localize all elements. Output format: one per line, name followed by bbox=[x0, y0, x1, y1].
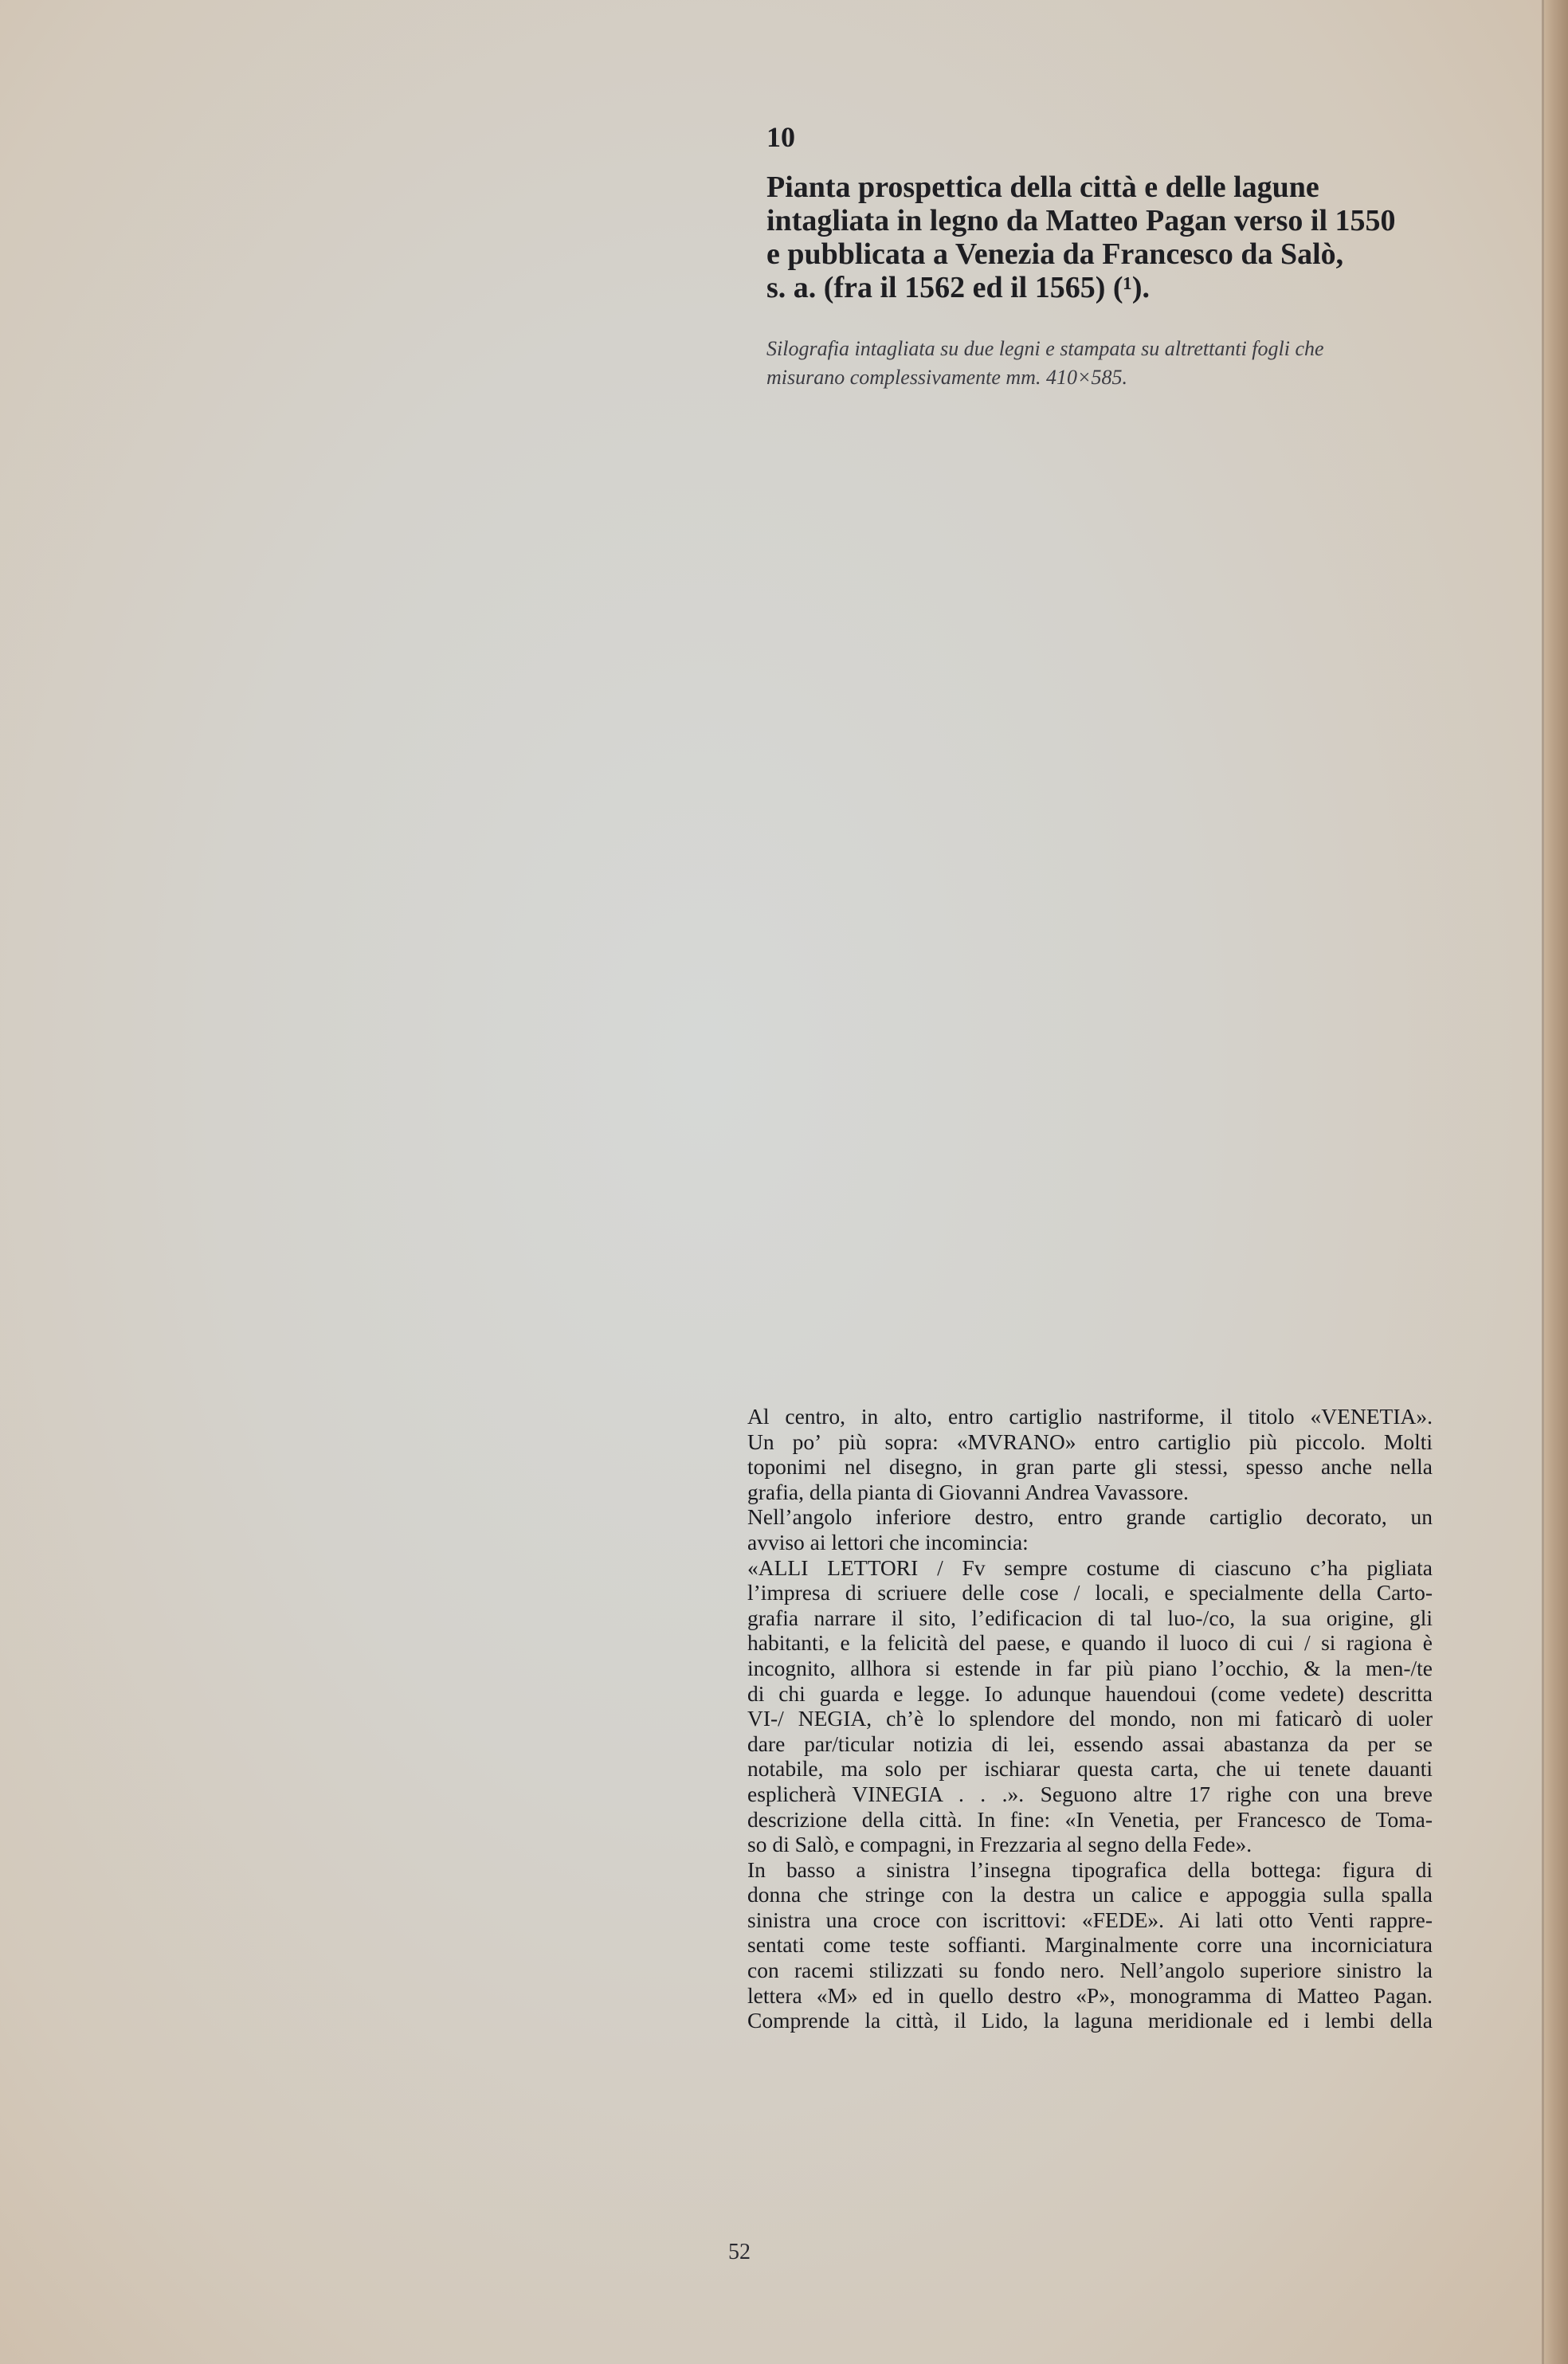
description-line: descrizione della città. In fine: «In Venetia, per Francesco de Toma- bbox=[747, 1806, 1433, 1832]
plate-number: 10 bbox=[766, 121, 795, 153]
description-line: notabile, ma solo per ischiarar questa carta, che ui tenete dauanti bbox=[747, 1756, 1433, 1782]
technique-line: misurano complessivamente mm. 410×585. bbox=[766, 366, 1127, 389]
plate-title-line: s. a. (fra il 1562 ed il 1565) (¹). bbox=[766, 271, 1151, 304]
description-text bbox=[747, 1404, 1433, 2033]
description-line: grafia, della pianta di Giovanni Andrea Vavassore. bbox=[747, 1479, 1189, 1504]
plate-title-line: e pubblicata a Venezia da Francesco da Salò, bbox=[766, 237, 1344, 271]
description-line: In basso a sinistra l’insegna tipografica della bottega: figura di bbox=[747, 1856, 1433, 1882]
description-line: Nell’angolo inferiore destro, entro grande cartiglio decorato, un bbox=[747, 1504, 1433, 1530]
plate-title-line: Pianta prospettica della città e delle lagune bbox=[766, 171, 1319, 204]
page-edge bbox=[1544, 0, 1568, 2364]
description-line: sentati come teste soffianti. Marginalmente corre una incorniciatura bbox=[747, 1932, 1433, 1958]
description-line: avviso ai lettori che incomincia: bbox=[747, 1529, 1029, 1554]
plate-title-line: intagliata in legno da Matteo Pagan verso il 1550 bbox=[766, 204, 1396, 237]
plate-header bbox=[766, 120, 1452, 304]
description-line: so di Salò, e compagni, in Frezzaria al segno della Fede». bbox=[747, 1832, 1252, 1857]
description-line: incognito, allhora si estende in far più piano l’occhio, & la men-/te bbox=[747, 1655, 1433, 1680]
description-line: dare par/ticular notizia di lei, essendo assai abastanza da per se bbox=[747, 1731, 1433, 1756]
description-line: habitanti, e la felicità del paese, e quando il luoco di cui / si ragiona è bbox=[747, 1630, 1433, 1656]
technique-line: Silografia intagliata su due legni e stampata su altrettanti fogli che bbox=[766, 337, 1324, 360]
description-line: sinistra una croce con iscrittovi: «FEDE». Ai lati otto Venti rappre- bbox=[747, 1907, 1433, 1932]
description-line: con racemi stilizzati su fondo nero. Nell’angolo superiore sinistro la bbox=[747, 1958, 1433, 1983]
description-line: l’impresa di scriuere delle cose / locali, e specialmente della Carto- bbox=[747, 1580, 1433, 1605]
description-line: «ALLI LETTORI / Fv sempre costume di ciascuno c’ha pigliata bbox=[747, 1554, 1433, 1580]
description-line: di chi guarda e legge. Io adunque hauendoui (come vedete) descritta bbox=[747, 1680, 1433, 1706]
description-line: Comprende la città, il Lido, la laguna meridionale ed i lembi della bbox=[747, 2008, 1433, 2033]
description-line: lettera «M» ed in quello destro «P», monogramma di Matteo Pagan. bbox=[747, 1982, 1433, 2008]
description-line: toponimi nel disegno, in gran parte gli stessi, spesso anche nella bbox=[747, 1454, 1433, 1480]
description-line: Un po’ più sopra: «MVRANO» entro cartiglio più piccolo. Molti bbox=[747, 1429, 1433, 1454]
description-line: VI-/ NEGIA, ch’è lo splendore del mondo, non mi faticarò di uoler bbox=[747, 1706, 1433, 1731]
description-line: grafia narrare il sito, l’edificacion di tal luo-/co, la sua origine, gli bbox=[747, 1605, 1433, 1630]
description-line: esplicherà VINEGIA . . .». Seguono altre 17 righe con una breve bbox=[747, 1781, 1433, 1806]
technique-note bbox=[766, 335, 1484, 392]
plate-title bbox=[766, 171, 1452, 304]
description-line: donna che stringe con la destra un calice e appoggia sulla spalla bbox=[747, 1882, 1433, 1907]
page-number: 52 bbox=[728, 2240, 751, 2264]
description-line: Al centro, in alto, entro cartiglio nastriforme, il titolo «VENETIA». bbox=[747, 1404, 1433, 1429]
